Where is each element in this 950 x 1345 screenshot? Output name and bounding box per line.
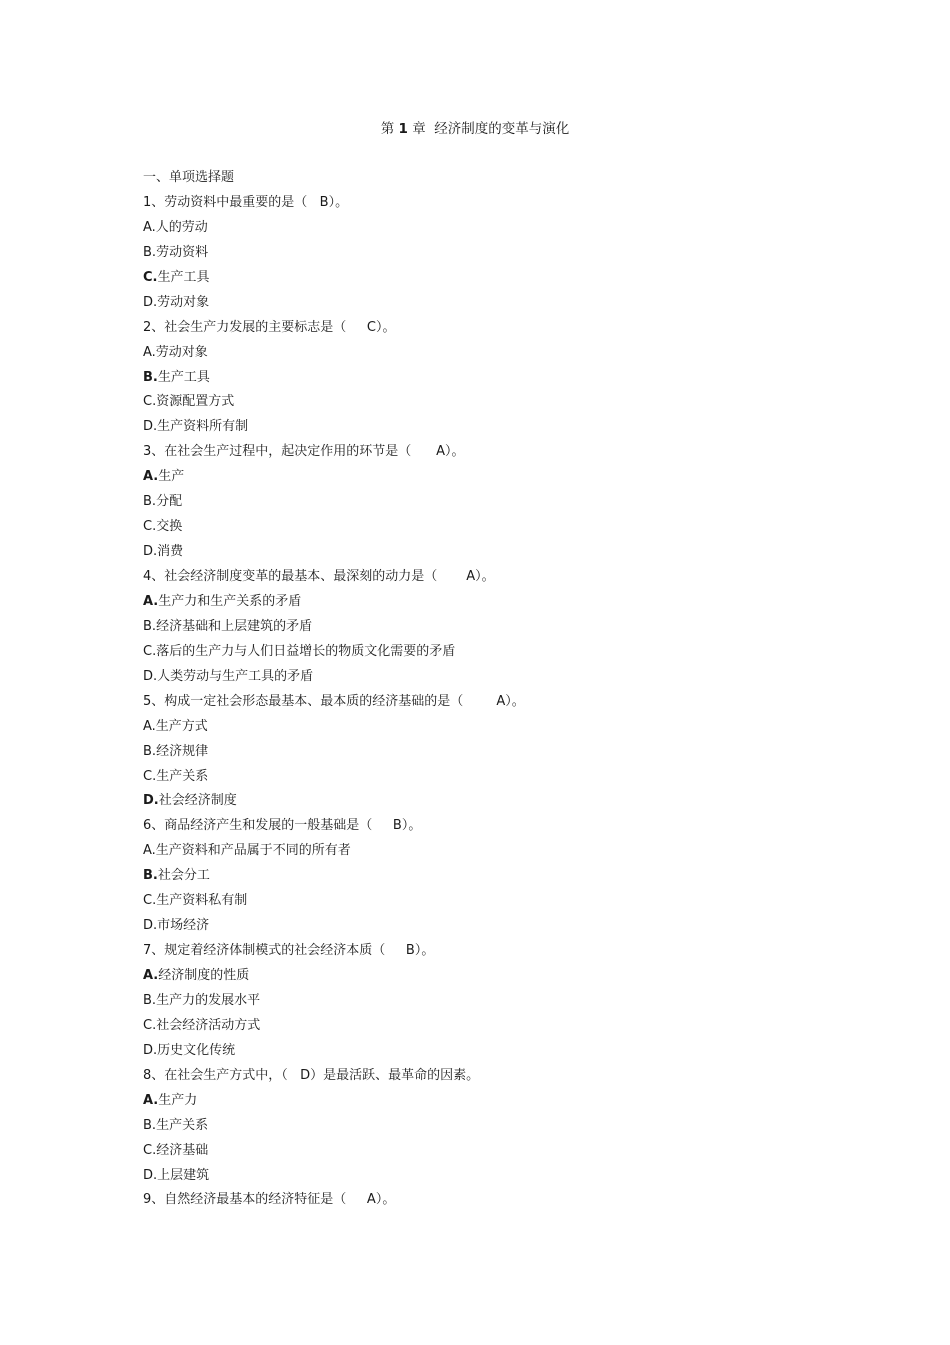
answer-option: [143, 241, 863, 266]
chapter-title-suffix: 章 经济制度的变革与演化: [407, 121, 570, 137]
option-letter: C.: [143, 519, 157, 535]
option-letter: A.: [143, 843, 156, 859]
option-letter: B.: [143, 494, 157, 510]
question-stem: 6、商品经济产生和发展的一般基础是（ B）。: [143, 818, 422, 834]
answer-option: [143, 765, 863, 790]
answer-option: [143, 1014, 863, 1039]
answer-option: [143, 590, 863, 615]
question-stem: 5、构成一定社会形态最基本、最本质的经济基础的是（ A）。: [143, 693, 525, 709]
question-stem: 2、社会生产力发展的主要标志是（ C）。: [143, 319, 396, 335]
answer-option: [143, 291, 863, 316]
option-text: 生产: [158, 469, 185, 485]
answer-option: [143, 216, 863, 241]
answer-option: [143, 341, 863, 366]
option-text: 人的劳动: [155, 219, 208, 235]
option-text: 社会经济制度: [158, 793, 237, 809]
option-text: 生产资料私有制: [156, 893, 248, 909]
option-letter: B.: [143, 992, 157, 1008]
option-letter: B.: [143, 244, 157, 260]
option-text: 劳动资料: [156, 244, 209, 260]
option-letter: C.: [143, 643, 157, 659]
option-letter: D.: [143, 918, 158, 934]
answer-option: [143, 1164, 863, 1189]
answer-option: [143, 665, 863, 690]
option-text: 落后的生产力与人们日益增长的物质文化需要的矛盾: [156, 643, 456, 659]
option-letter: C.: [143, 893, 157, 909]
option-text: 社会分工: [157, 868, 210, 884]
option-letter: B.: [143, 618, 157, 634]
question-stem: 8、在社会生产方式中，（ D）是最活跃、最革命的因素。: [143, 1067, 480, 1083]
option-text: 历史文化传统: [157, 1042, 236, 1058]
question-stem: 7、规定着经济体制模式的社会经济本质（ B）。: [143, 943, 435, 959]
chapter-title: [0, 119, 950, 139]
option-text: 交换: [156, 519, 183, 535]
option-text: 生产工具: [157, 269, 210, 285]
option-letter: C.: [143, 269, 158, 285]
option-letter: B.: [143, 743, 157, 759]
option-letter: D.: [143, 668, 158, 684]
option-text: 生产力: [158, 1092, 198, 1108]
option-letter: C.: [143, 768, 157, 784]
answer-option: [143, 839, 863, 864]
option-text: 劳动对象: [155, 344, 208, 360]
answer-option: [143, 1114, 863, 1139]
option-letter: B.: [143, 868, 158, 884]
option-letter: B.: [143, 1117, 157, 1133]
option-text: 消费: [157, 544, 184, 560]
answer-option: [143, 964, 863, 989]
option-text: 资源配置方式: [156, 394, 235, 410]
option-letter: D.: [143, 544, 158, 560]
option-text: 劳动对象: [157, 294, 210, 310]
option-text: 生产关系: [156, 768, 209, 784]
option-letter: A.: [143, 469, 159, 485]
option-letter: C.: [143, 394, 157, 410]
option-text: 生产力和生产关系的矛盾: [158, 593, 302, 609]
option-letter: A.: [143, 718, 156, 734]
option-text: 分配: [156, 494, 183, 510]
question-stem: 4、社会经济制度变革的最基本、最深刻的动力是（ A）。: [143, 569, 495, 584]
option-text: 经济规律: [156, 743, 209, 759]
option-text: 人类劳动与生产工具的矛盾: [157, 668, 314, 684]
option-text: 经济基础和上层建筑的矛盾: [156, 618, 313, 634]
question-list: [143, 166, 863, 1213]
option-letter: D.: [143, 294, 158, 310]
option-letter: D.: [143, 419, 158, 435]
answer-option: [143, 889, 863, 914]
chapter-number: 1: [398, 121, 408, 137]
answer-option: [143, 740, 863, 765]
question-stem: 9、自然经济最基本的经济特征是（ A）。: [143, 1192, 396, 1208]
answer-option: [143, 415, 863, 440]
option-letter: A.: [143, 968, 159, 983]
question-stem: 3、在社会生产过程中，起决定作用的环节是（ A）。: [143, 444, 465, 460]
answer-option: [143, 1039, 863, 1064]
option-text: 生产资料所有制: [157, 419, 249, 435]
answer-option: [143, 490, 863, 515]
option-letter: B.: [143, 369, 158, 385]
option-text: 社会经济活动方式: [156, 1017, 261, 1033]
answer-option: [143, 390, 863, 415]
answer-option: [143, 1089, 863, 1114]
answer-option: [143, 615, 863, 640]
option-text: 市场经济: [157, 918, 210, 934]
answer-option: [143, 366, 863, 391]
option-letter: A.: [143, 219, 156, 235]
option-text: 经济基础: [156, 1142, 209, 1158]
answer-option: [143, 540, 863, 565]
answer-option: [143, 989, 863, 1014]
option-letter: C.: [143, 1142, 157, 1158]
option-letter: C.: [143, 1017, 157, 1033]
option-letter: D.: [143, 1042, 158, 1058]
answer-option: [143, 864, 863, 889]
answer-option: [143, 515, 863, 540]
option-text: 生产资料和产品属于不同的所有者: [155, 843, 351, 859]
question-stem: 1、劳动资料中最重要的是（ B）。: [143, 194, 349, 210]
option-letter: A.: [143, 593, 159, 609]
option-text: 经济制度的性质: [158, 968, 250, 983]
chapter-title-prefix: 第: [380, 121, 399, 137]
option-text: 生产力的发展水平: [156, 992, 261, 1008]
option-text: 生产方式: [155, 718, 208, 734]
answer-option: [143, 914, 863, 939]
answer-option: [143, 1139, 863, 1164]
answer-option: [143, 266, 863, 291]
option-letter: A.: [143, 1092, 159, 1108]
section-heading: 一、单项选择题: [143, 170, 235, 185]
answer-option: [143, 465, 863, 490]
option-letter: D.: [143, 1167, 158, 1183]
option-text: 上层建筑: [157, 1167, 210, 1183]
answer-option: [143, 789, 863, 814]
option-letter: D.: [143, 793, 159, 809]
answer-option: [143, 640, 863, 665]
answer-option: [143, 715, 863, 740]
option-letter: A.: [143, 344, 156, 360]
option-text: 生产关系: [156, 1117, 209, 1133]
option-text: 生产工具: [157, 369, 210, 385]
